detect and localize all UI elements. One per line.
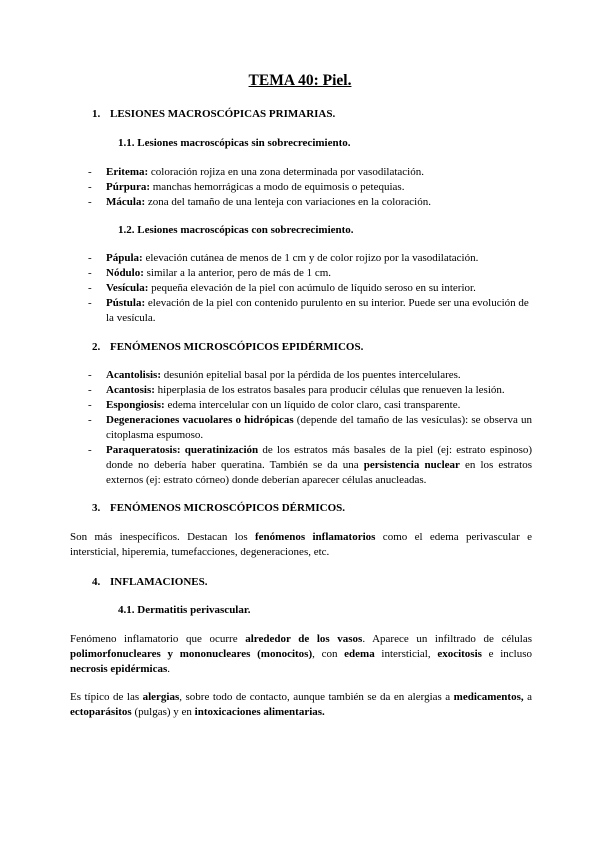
term: Nódulo:	[106, 267, 144, 279]
text-run: , con	[312, 648, 345, 660]
section-4-paragraph-1	[70, 632, 532, 677]
bold-run: exocitosis	[437, 648, 482, 660]
list-item: - Pápula: elevación cutánea de menos de 1 cm y de color rojizo por la vasodilatación.	[88, 252, 479, 264]
page-title: TEMA 40: Piel.	[248, 72, 352, 89]
list-item: - Paraqueratosis: queratinización de los estratos más basales de la piel (ej: estrato espinoso) donde no debería haber queratina. También se da una persistencia nuclear en los estratos externos (ej: estrato córneo) donde deberían aparecer células anucleadas.	[88, 444, 533, 486]
section-heading-text: FENÓMENOS MICROSCÓPICOS EPIDÉRMICOS.	[110, 341, 364, 353]
term: Acantolisis:	[106, 369, 161, 381]
section-4-paragraph-2	[70, 690, 532, 720]
term: Paraqueratosis:	[106, 444, 181, 456]
bold-run: ectoparásitos	[70, 706, 132, 718]
text-run: Son más inespecíficos. Destacan los	[70, 531, 256, 543]
term-secondary: queratinización	[184, 444, 259, 456]
definition: de los estratos más basales de la piel (ej: estrato espinoso) donde no debería haber queratina. También se da una	[106, 444, 533, 471]
bold-run: intoxicaciones alimentarias.	[194, 706, 325, 718]
list-1-2	[88, 251, 532, 326]
definition: edema intercelular con un líquido de color claro, casi transparente.	[164, 399, 461, 411]
text-run: intersticial,	[374, 648, 438, 660]
section-heading-text: LESIONES MACROSCÓPICAS PRIMARIAS.	[110, 108, 336, 120]
list-1-1	[88, 165, 532, 210]
definition: similar a la anterior, pero de más de 1 cm.	[143, 267, 332, 279]
subsection-1-2-heading: 1.2. Lesiones macroscópicas con sobrecrecimiento.	[118, 224, 354, 236]
list-item: - Acantosis: hiperplasia de los estratos basales para producir células que renueven la lesión.	[88, 384, 505, 396]
text-run: como el edema perivascular e intersticial, hiperemia, tumefacciones, degeneraciones, etc.	[70, 531, 533, 558]
term-tertiary: persistencia nuclear	[363, 459, 460, 471]
bold-run: polimorfonucleares y mononucleares (monocitos)	[70, 648, 313, 660]
definition: (depende del tamaño de las vesículas): se observa un citoplasma espumoso.	[106, 414, 532, 441]
list-item: - Púrpura: manchas hemorrágicas a modo de equimosis o petequias.	[88, 181, 405, 193]
definition: desunión epitelial basal por la pérdida de los puentes intercelulares.	[161, 369, 461, 381]
section-number: 1.	[92, 108, 101, 120]
bold-run: medicamentos,	[453, 691, 524, 703]
section-1-heading	[92, 107, 335, 122]
definition: coloración rojiza en una zona determinada por vasodilatación.	[148, 166, 424, 178]
definition: elevación cutánea de menos de 1 cm y de color rojizo por la vasodilatación.	[142, 252, 479, 264]
section-3-heading	[92, 501, 345, 516]
text-run: a	[523, 691, 532, 703]
text-run: Fenómeno inflamatorio que ocurre	[70, 633, 246, 645]
bold-run: alergias	[142, 691, 180, 703]
text-run: (pulgas) y en	[131, 706, 195, 718]
text-run: .	[167, 663, 171, 675]
subsection-1-1-heading: 1.1. Lesiones macroscópicas sin sobrecrecimiento.	[118, 137, 351, 149]
text-run: , sobre todo de contacto, aunque también se da en alergias a	[179, 691, 454, 703]
bold-run: edema	[344, 648, 375, 660]
term: Pápula:	[106, 252, 143, 264]
term: Degeneraciones vacuolares o hidrópicas	[106, 414, 294, 426]
bold-run: necrosis epidérmicas	[70, 663, 168, 675]
text-run: . Aparece un infiltrado de células	[362, 633, 532, 645]
section-number: 4.	[92, 576, 101, 588]
list-item: - Mácula: zona del tamaño de una lenteja con variaciones en la coloración.	[88, 196, 431, 208]
section-number: 3.	[92, 502, 101, 514]
term: Eritema:	[106, 166, 149, 178]
section-3-paragraph	[70, 530, 532, 560]
definition: hiperplasia de los estratos basales para producir células que renueven la lesión.	[154, 384, 505, 396]
section-heading-text: FENÓMENOS MICROSCÓPICOS DÉRMICOS.	[110, 502, 345, 514]
list-item: - Nódulo: similar a la anterior, pero de más de 1 cm.	[88, 267, 332, 279]
list-item: - Pústula: elevación de la piel con contenido purulento en su interior. Puede ser una evolución de la vesícula.	[88, 297, 529, 324]
list-item: - Degeneraciones vacuolares o hidrópicas (depende del tamaño de las vesículas): se observa un citoplasma espumoso.	[88, 414, 532, 441]
term: Espongiosis:	[106, 399, 165, 411]
definition-continued: en los estratos externos (ej: estrato córneo) donde deberían aparecer células anucleadas.	[106, 459, 532, 486]
definition: pequeña elevación de la piel con acúmulo de líquido seroso en su interior.	[148, 282, 476, 294]
bold-run: fenómenos inflamatorios	[255, 531, 376, 543]
definition: zona del tamaño de una lenteja con variaciones en la coloración.	[145, 196, 431, 208]
term: Mácula:	[106, 196, 146, 208]
term: Acantosis:	[106, 384, 155, 396]
section-2-heading	[92, 340, 363, 355]
section-heading-text: INFLAMACIONES.	[110, 576, 208, 588]
list-2	[88, 368, 532, 488]
list-item: - Espongiosis: edema intercelular con un líquido de color claro, casi transparente.	[88, 399, 461, 411]
term: Pústula:	[106, 297, 146, 309]
section-number: 2.	[92, 341, 101, 353]
definition: manchas hemorrágicas a modo de equimosis o petequias.	[150, 181, 405, 193]
list-item: - Acantolisis: desunión epitelial basal por la pérdida de los puentes intercelulares.	[88, 369, 461, 381]
definition: elevación de la piel con contenido purulento en su interior. Puede ser una evolución de la vesícula.	[106, 297, 529, 324]
list-item: - Eritema: coloración rojiza en una zona determinada por vasodilatación.	[88, 166, 424, 178]
term: Púrpura:	[106, 181, 150, 193]
text-run: Es típico de las	[70, 691, 143, 703]
bold-run: alrededor de los vasos	[245, 633, 363, 645]
list-item: - Vesícula: pequeña elevación de la piel con acúmulo de líquido seroso en su interior.	[88, 282, 476, 294]
subsection-4-1-heading: 4.1. Dermatitis perivascular.	[118, 604, 251, 616]
term: Vesícula:	[106, 282, 149, 294]
text-run: e incluso	[481, 648, 532, 660]
section-4-heading	[92, 575, 207, 590]
